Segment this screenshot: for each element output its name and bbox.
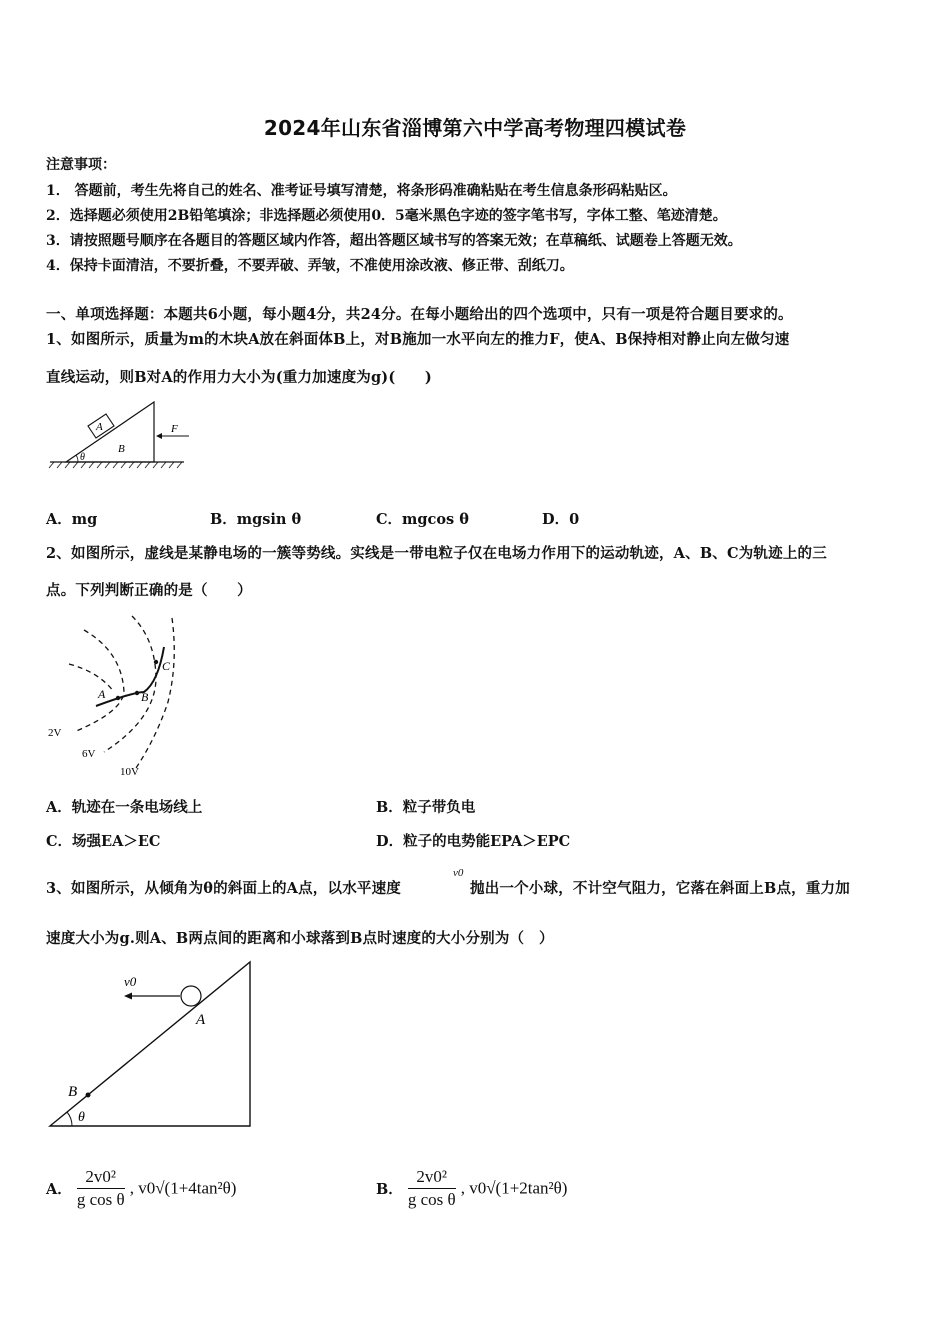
q2-figure [44, 612, 184, 780]
section-header: 一、单项选择题：本题共6小题，每小题4分，共24分。在每小题给出的四个选项中，只有一项是符合题目要求的。 [46, 306, 793, 323]
q2-label-6v: 6V [82, 748, 96, 760]
q2-label-c: C [162, 659, 171, 673]
q3-option-a-fraction [77, 1167, 125, 1210]
q3-option-b-label: B． [376, 1181, 403, 1198]
q1-option-b: B．mgsin θ [210, 511, 302, 528]
q2-text-line1: 2、如图所示，虚线是某静电场的一簇等势线。实线是一带电粒子仅在电场力作用下的运动轨迹，A、B、C为轨迹上的三 [46, 545, 827, 562]
q3-option-a-label: A． [46, 1181, 72, 1198]
q1-text-line1: 1、如图所示，质量为m的木块A放在斜面体B上，对B施加一水平向左的推力F，使A、B保持相对静止向左做匀速 [46, 331, 790, 348]
q2-label-b: B [141, 690, 149, 704]
notice-item-4: 4．保持卡面清洁，不要折叠，不要弄破、弄皱，不准使用涂改液、修正带、刮纸刀。 [46, 258, 574, 274]
q3-option-a-numerator: 2v0² [77, 1167, 125, 1189]
q3-label-b: B [68, 1084, 78, 1100]
q3-option-a [46, 1167, 236, 1210]
q1-option-d: D．0 [542, 511, 580, 528]
q3-text-line2: 速度大小为g.则A、B两点间的距离和小球落到B点时速度的大小分别为（ ） [46, 930, 554, 947]
q1-option-c: C．mgcos θ [376, 511, 469, 528]
q3-option-b-speed: , v0√(1+2tan²θ) [460, 1178, 568, 1198]
q1-text-line2: 直线运动，则B对A的作用力大小为(重力加速度为g)( ) [46, 369, 432, 386]
q3-option-a-speed: , v0√(1+4tan²θ) [129, 1178, 237, 1198]
q3-label-v0: v0 [124, 974, 137, 989]
q3-option-b-fraction [408, 1167, 456, 1210]
q1-label-f: F [171, 423, 178, 435]
q2-option-d: D．粒子的电势能EPA＞EPC [376, 833, 571, 850]
q1-label-a: A [96, 421, 103, 433]
notice-item-1: 1． 答题前，考生先将自己的姓名、准考证号填写清楚，将条形码准确粘贴在考生信息条形码粘贴区。 [46, 183, 677, 199]
notice-item-2: 2．选择题必须使用2B铅笔填涂；非选择题必须使用0．5毫米黑色字迹的签字笔书写，字体工整、笔迹清楚。 [46, 208, 727, 224]
page-title: 2024年山东省淄博第六中学高考物理四模试卷 [263, 116, 687, 140]
notice-heading: 注意事项： [46, 157, 116, 173]
q3-label-a: A [196, 1012, 206, 1028]
q2-label-a: A [98, 687, 106, 701]
q1-label-theta: θ [80, 452, 85, 463]
q2-text-line2: 点。下列判断正确的是（ ） [46, 582, 252, 599]
q3-v0-symbol: v0 [453, 867, 464, 879]
q1-label-b: B [118, 443, 125, 455]
q2-option-b: B．粒子带负电 [376, 799, 476, 816]
q3-option-b-numerator: 2v0² [408, 1167, 456, 1189]
q3-text-line1a: 3、如图所示，从倾角为θ的斜面上的A点，以水平速度 [46, 880, 402, 897]
q2-label-2v: 2V [48, 727, 62, 739]
q2-option-c: C．场强EA＞EC [46, 833, 161, 850]
q2-label-10v: 10V [120, 766, 139, 778]
q3-option-a-denominator: g cos θ [76, 1190, 125, 1209]
q3-figure [46, 958, 256, 1130]
q3-label-theta: θ [78, 1110, 85, 1125]
q1-figure [44, 398, 194, 470]
notice-item-3: 3．请按照题号顺序在各题目的答题区域内作答，超出答题区域书写的答案无效；在草稿纸、试题卷上答题无效。 [46, 233, 742, 249]
q3-option-b-denominator: g cos θ [407, 1190, 456, 1209]
q3-text-line1b: 抛出一个小球，不计空气阻力，它落在斜面上B点，重力加 [470, 880, 850, 897]
q1-option-a: A．mg [46, 511, 98, 528]
q3-option-b [376, 1167, 567, 1210]
q2-option-a: A．轨迹在一条电场线上 [46, 799, 203, 816]
